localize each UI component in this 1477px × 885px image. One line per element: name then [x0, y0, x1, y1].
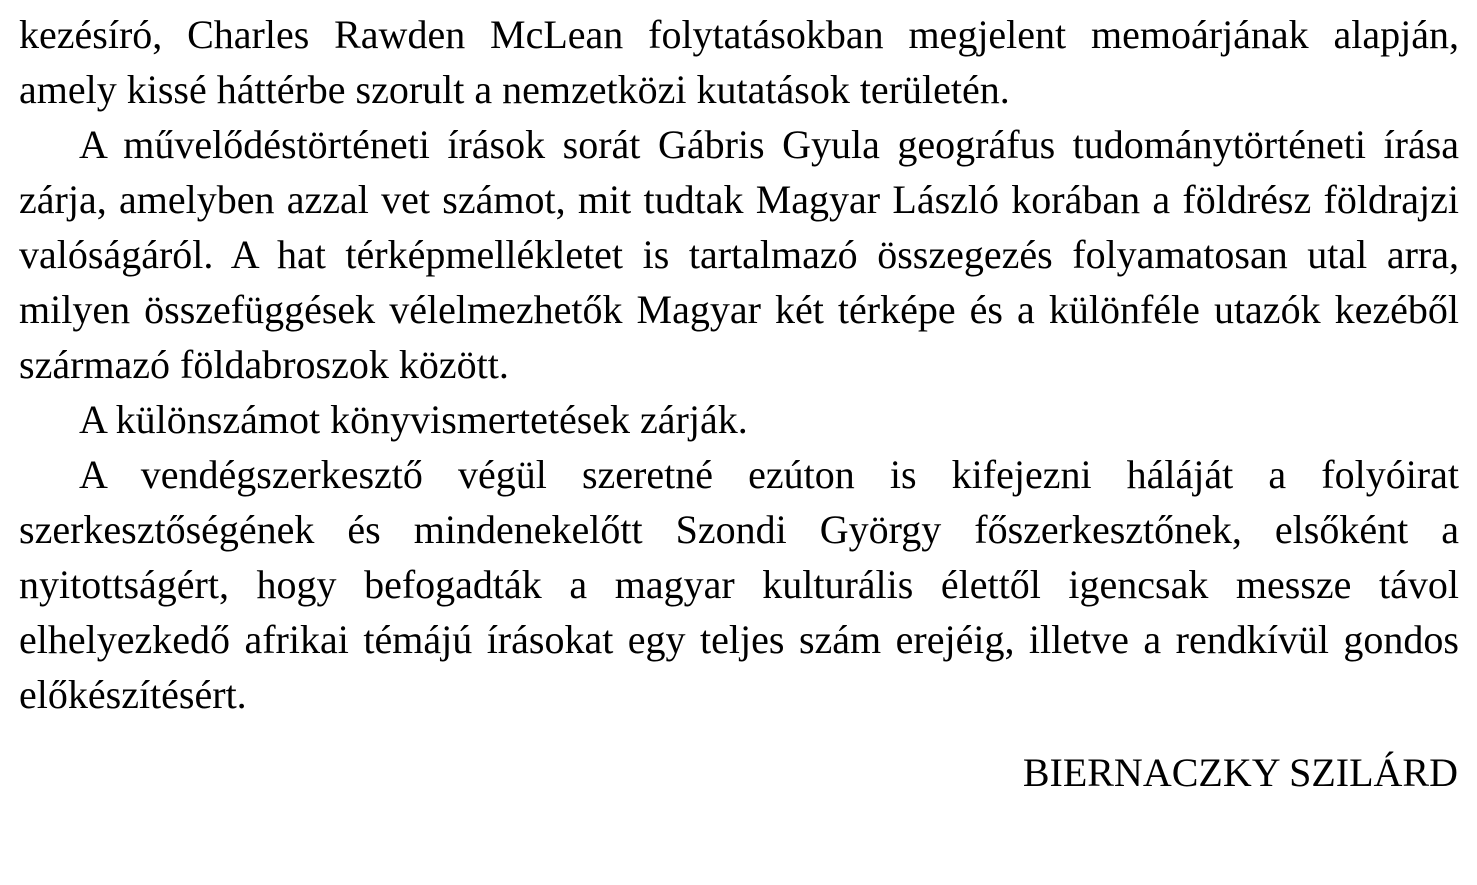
document-body	[19, 7, 1459, 722]
paragraph-history-writings: A művelődéstörténeti írások sorát Gábris Gyula geográfus tudománytörténeti írása zárja, amelyben azzal vet számot, mit tudtak Magyar László korában a földrész földrajzi valóságáról. A hat térképmellékletet is tartalmazó összegezés folyamatosan utal arra, milyen összefüggések vélelmezhetők Magyar két térképe és a különféle utazók kezéből származó földabroszok között.	[19, 122, 1459, 387]
paragraph-book-reviews: A különszámot könyvismertetések zárják.	[79, 397, 748, 442]
paragraph-continuation: kezésíró, Charles Rawden McLean folytatásokban megjelent memoárjának alapján, amely kissé háttérbe szorult a nemzetközi kutatások területén.	[19, 12, 1459, 112]
paragraph-acknowledgement: A vendégszerkesztő végül szeretné ezúton is kifejezni háláját a folyóirat szerkesztőségének és mindenekelőtt Szondi György főszerkesztőnek, elsőként a nyitottságért, hogy befogadták a magyar kulturális élettől igencsak messze távol elhelyezkedő afrikai témájú írásokat egy teljes szám erejéig, illetve a rendkívül gondos előkészítésért.	[19, 452, 1459, 717]
author-signature: BIERNACZKY SZILÁRD	[1022, 750, 1458, 795]
